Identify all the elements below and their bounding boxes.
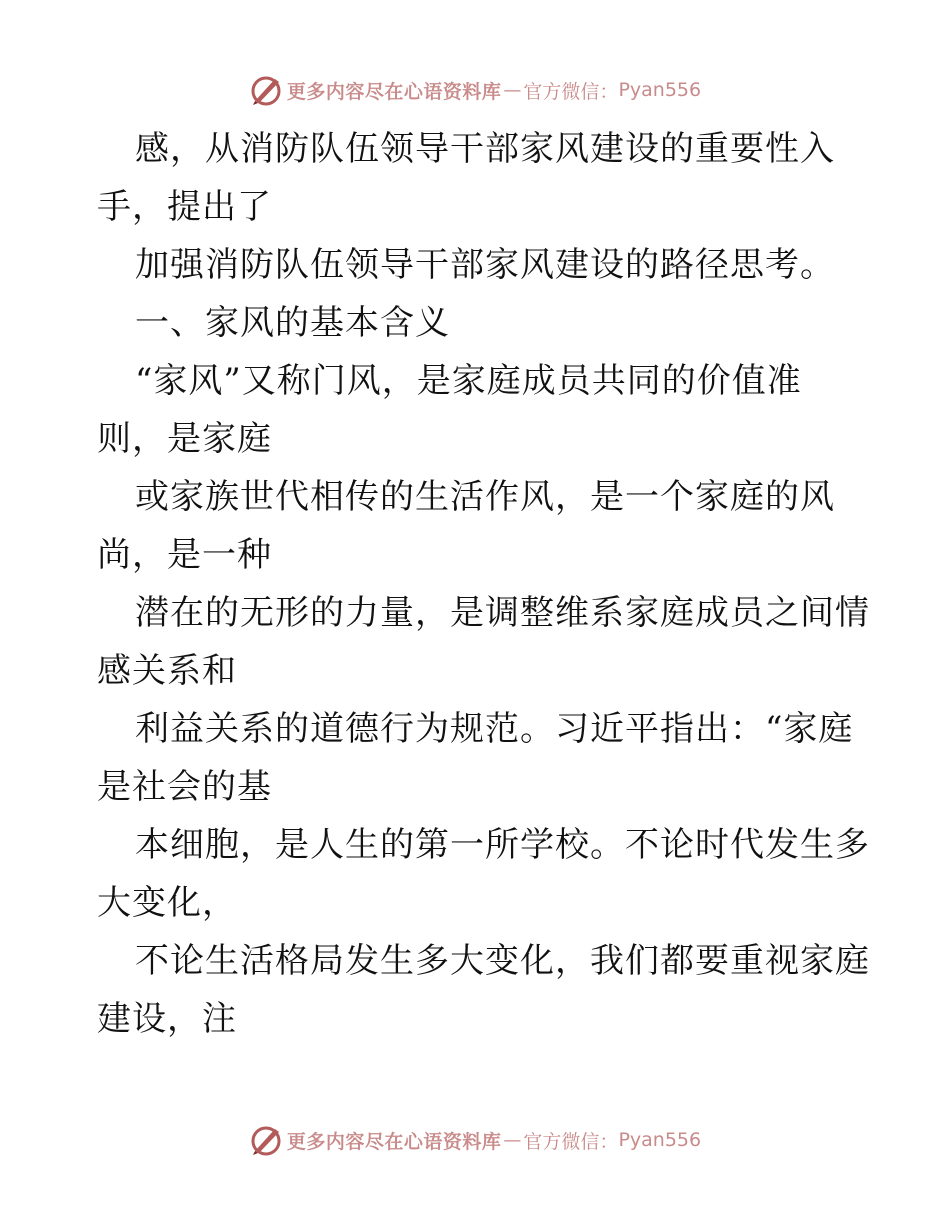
body-line: 大变化， bbox=[97, 883, 237, 923]
header-dash: — bbox=[503, 79, 522, 101]
body-line: 尚，是一种 bbox=[97, 535, 272, 575]
body-line: “家风”又称门风，是家庭成员共同的价值准 bbox=[135, 361, 802, 401]
pen-logo-icon bbox=[249, 1123, 283, 1157]
footer-watermark bbox=[0, 1120, 950, 1160]
body-line: 不论生活格局发生多大变化，我们都要重视家庭 bbox=[135, 941, 870, 981]
document-body bbox=[97, 120, 870, 1048]
body-line: 或家族世代相传的生活作风，是一个家庭的风 bbox=[135, 477, 835, 517]
header-site-text: 更多内容尽在心语资料库 bbox=[286, 80, 502, 103]
footer-dash: — bbox=[503, 1129, 522, 1151]
section-heading: 一、家风的基本含义 bbox=[135, 303, 450, 343]
body-line: 利益关系的道德行为规范。习近平指出：“家庭 bbox=[135, 709, 854, 749]
header-wechat-id: Pyan556 bbox=[618, 79, 702, 101]
body-line: 建设，注 bbox=[97, 999, 237, 1039]
header-watermark bbox=[0, 70, 950, 110]
body-line: 则，是家庭 bbox=[97, 419, 272, 459]
body-line: 潜在的无形的力量，是调整维系家庭成员之间情 bbox=[135, 593, 870, 633]
body-line: 感，从消防队伍领导干部家风建设的重要性入 bbox=[135, 129, 835, 169]
body-line: 本细胞，是人生的第一所学校。不论时代发生多 bbox=[135, 825, 870, 865]
footer-site-text: 更多内容尽在心语资料库 bbox=[286, 1130, 502, 1153]
body-line: 加强消防队伍领导干部家风建设的路径思考。 bbox=[135, 245, 835, 285]
footer-wechat-label: 官方微信： bbox=[523, 1130, 619, 1153]
body-line: 是社会的基 bbox=[97, 767, 272, 807]
header-wechat-label: 官方微信： bbox=[523, 80, 619, 103]
body-line: 手，提出了 bbox=[97, 187, 272, 227]
footer-wechat-id: Pyan556 bbox=[618, 1129, 702, 1151]
body-line: 感关系和 bbox=[97, 651, 237, 691]
pen-logo-icon bbox=[249, 73, 283, 107]
